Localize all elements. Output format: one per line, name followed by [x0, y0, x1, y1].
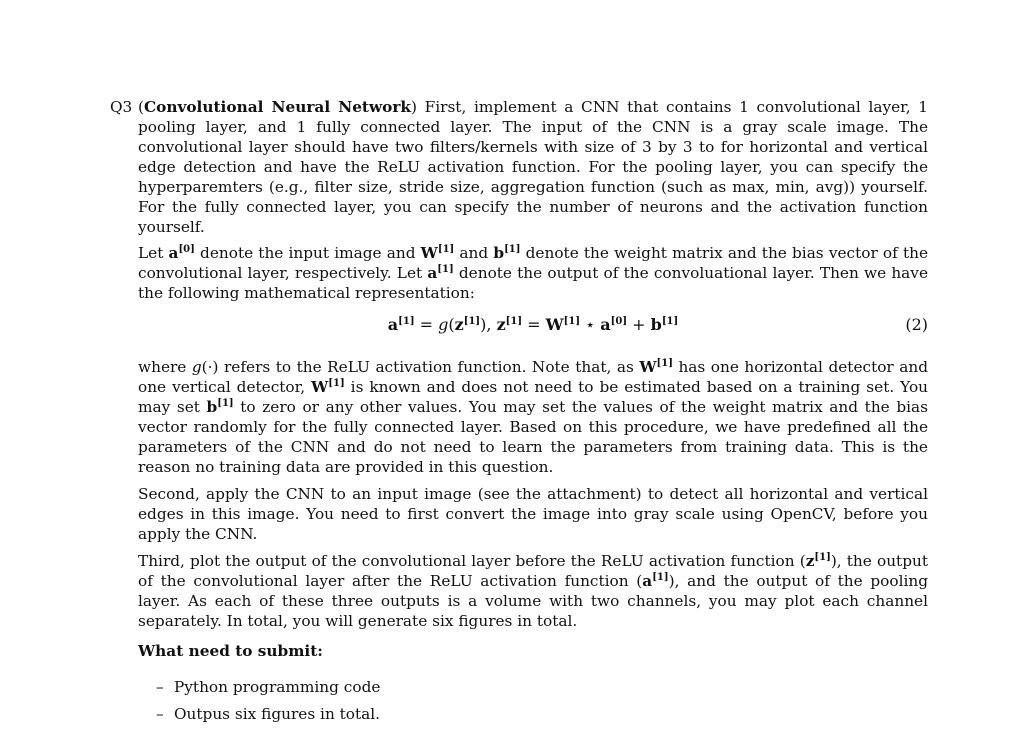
- intro-paragraph: (Convolutional Neural Network) First, implement a CNN that contains 1 convolutional layer, 1 pooling layer, and 1 fully connected layer. The input of the CNN is a gray scale image. The convolutional layer should have two filters/kernels with size of 3 by 3 to for horizontal and vertical edge detection and have the ReLU activation function. For the pooling layer, you can specify the hyperparemters (e.g., filter size, stride size, aggregation function (such as max, min, avg)) yourself. For the fully connected layer, you can specify the number of neurons and the activation function yourself.: [138, 98, 929, 236]
- math-a1: a[1]: [427, 263, 454, 282]
- plot-paragraph: [138, 551, 928, 631]
- relu-text-1: where: [138, 358, 192, 376]
- submit-list: [138, 677, 928, 724]
- math-W1: W[1]: [311, 377, 345, 396]
- relu-text-2: refers to the ReLU activation function. Note that, as: [218, 358, 640, 376]
- intro-text: First, implement a CNN that contains 1 convolutional layer, 1 pooling layer, and 1 fully connected layer. The input of the CNN is a gray scale image. The convolutional layer should have two filters/kernels with size of 3 by 3 to for horizontal and vertical edge detection and have the ReLU activation function. For the pooling layer, you can specify the hyperparemters (e.g., filter size, stride size, aggregation function (such as max, min, avg)) yourself. For the fully connected layer, you can specify the number of neurons and the activation function yourself.: [138, 98, 929, 236]
- plot-text-1: Third, plot the output of the convolutional layer before the ReLU activation function (: [138, 552, 806, 570]
- equation-block: [138, 315, 928, 339]
- math-W1: W[1]: [639, 357, 673, 376]
- math-b1: b[1]: [206, 397, 234, 416]
- list-item-text: Outpus six figures in total.: [174, 705, 381, 723]
- math-W1: W[1]: [420, 243, 455, 262]
- list-item: – Python programming code: [156, 678, 381, 696]
- notation-paragraph: [138, 243, 928, 303]
- plot-text-2: ), the output of the convolutional layer after the ReLU activation function (: [138, 552, 928, 590]
- equation: a[1] = g(z[1]), z[1] = W[1] ⋆ a[0] + b[1]: [387, 315, 679, 334]
- apply-paragraph: Second, apply the CNN to an input image (see the attachment) to detect all horizontal and vertical edges in this image. You need to first convert the image into gray scale using OpenCV, before you apply the CNN.: [138, 485, 928, 543]
- equation-number: (2): [905, 315, 928, 334]
- notation-text-4: denote the weight matrix and the bias vector of the convolutional layer, respectively. Let: [138, 244, 928, 282]
- math-a1: a[1]: [642, 571, 669, 590]
- question-title: Convolutional Neural Network: [143, 98, 412, 116]
- relu-text-5: to zero or any other values. You may set the values of the weight matrix and the bias vector randomly for the fully connected layer. Based on this procedure, we have predefined all the parameters of the CNN and do not need to learn the parameters from training data. This is the reason no training data are provided in this question.: [138, 398, 928, 476]
- list-item: – Outpus six figures in total.: [156, 705, 381, 723]
- list-item-text: Python programming code: [174, 678, 381, 696]
- question-body: [138, 97, 928, 731]
- relu-text-4: is known and does not need to be estimated based on a training set. You may set: [138, 378, 928, 416]
- math-b1: b[1]: [493, 243, 521, 262]
- question-number: Q3: [110, 98, 133, 116]
- math-a0: a[0]: [168, 243, 195, 262]
- submit-heading: What need to submit:: [138, 642, 323, 660]
- notation-text-3: and: [454, 244, 494, 262]
- math-z1: z[1]: [805, 551, 831, 570]
- plot-text-3: ), and the output of the pooling layer. As each of these three outputs is a volume with two channels, you may plot each channel separately. In total, you will generate six figures in total.: [138, 572, 928, 630]
- notation-text-2: denote the input image and: [194, 244, 421, 262]
- notation-text-1: Let: [138, 244, 169, 262]
- math-g: g: [191, 358, 202, 376]
- relu-text-3: has one horizontal detector and one vertical detector,: [138, 358, 928, 396]
- relu-paragraph: where g(·) refers to the ReLU activation function. Note that, as W[1] has one horizontal detector and one vertical detector, W[1] is known and does not need to be estimated based on a training set. You may set b[1] to zero or any other values. You may set the values of the weight matrix and the bias vector randomly for the fully connected layer. Based on this procedure, we have predefined all the parameters of the CNN and do not need to learn the parameters from training data. This is the reason no training data are provided in this question.: [138, 357, 928, 476]
- notation-text-5: denote the output of the convoluational layer. Then we have the following mathematical representation:: [138, 264, 928, 302]
